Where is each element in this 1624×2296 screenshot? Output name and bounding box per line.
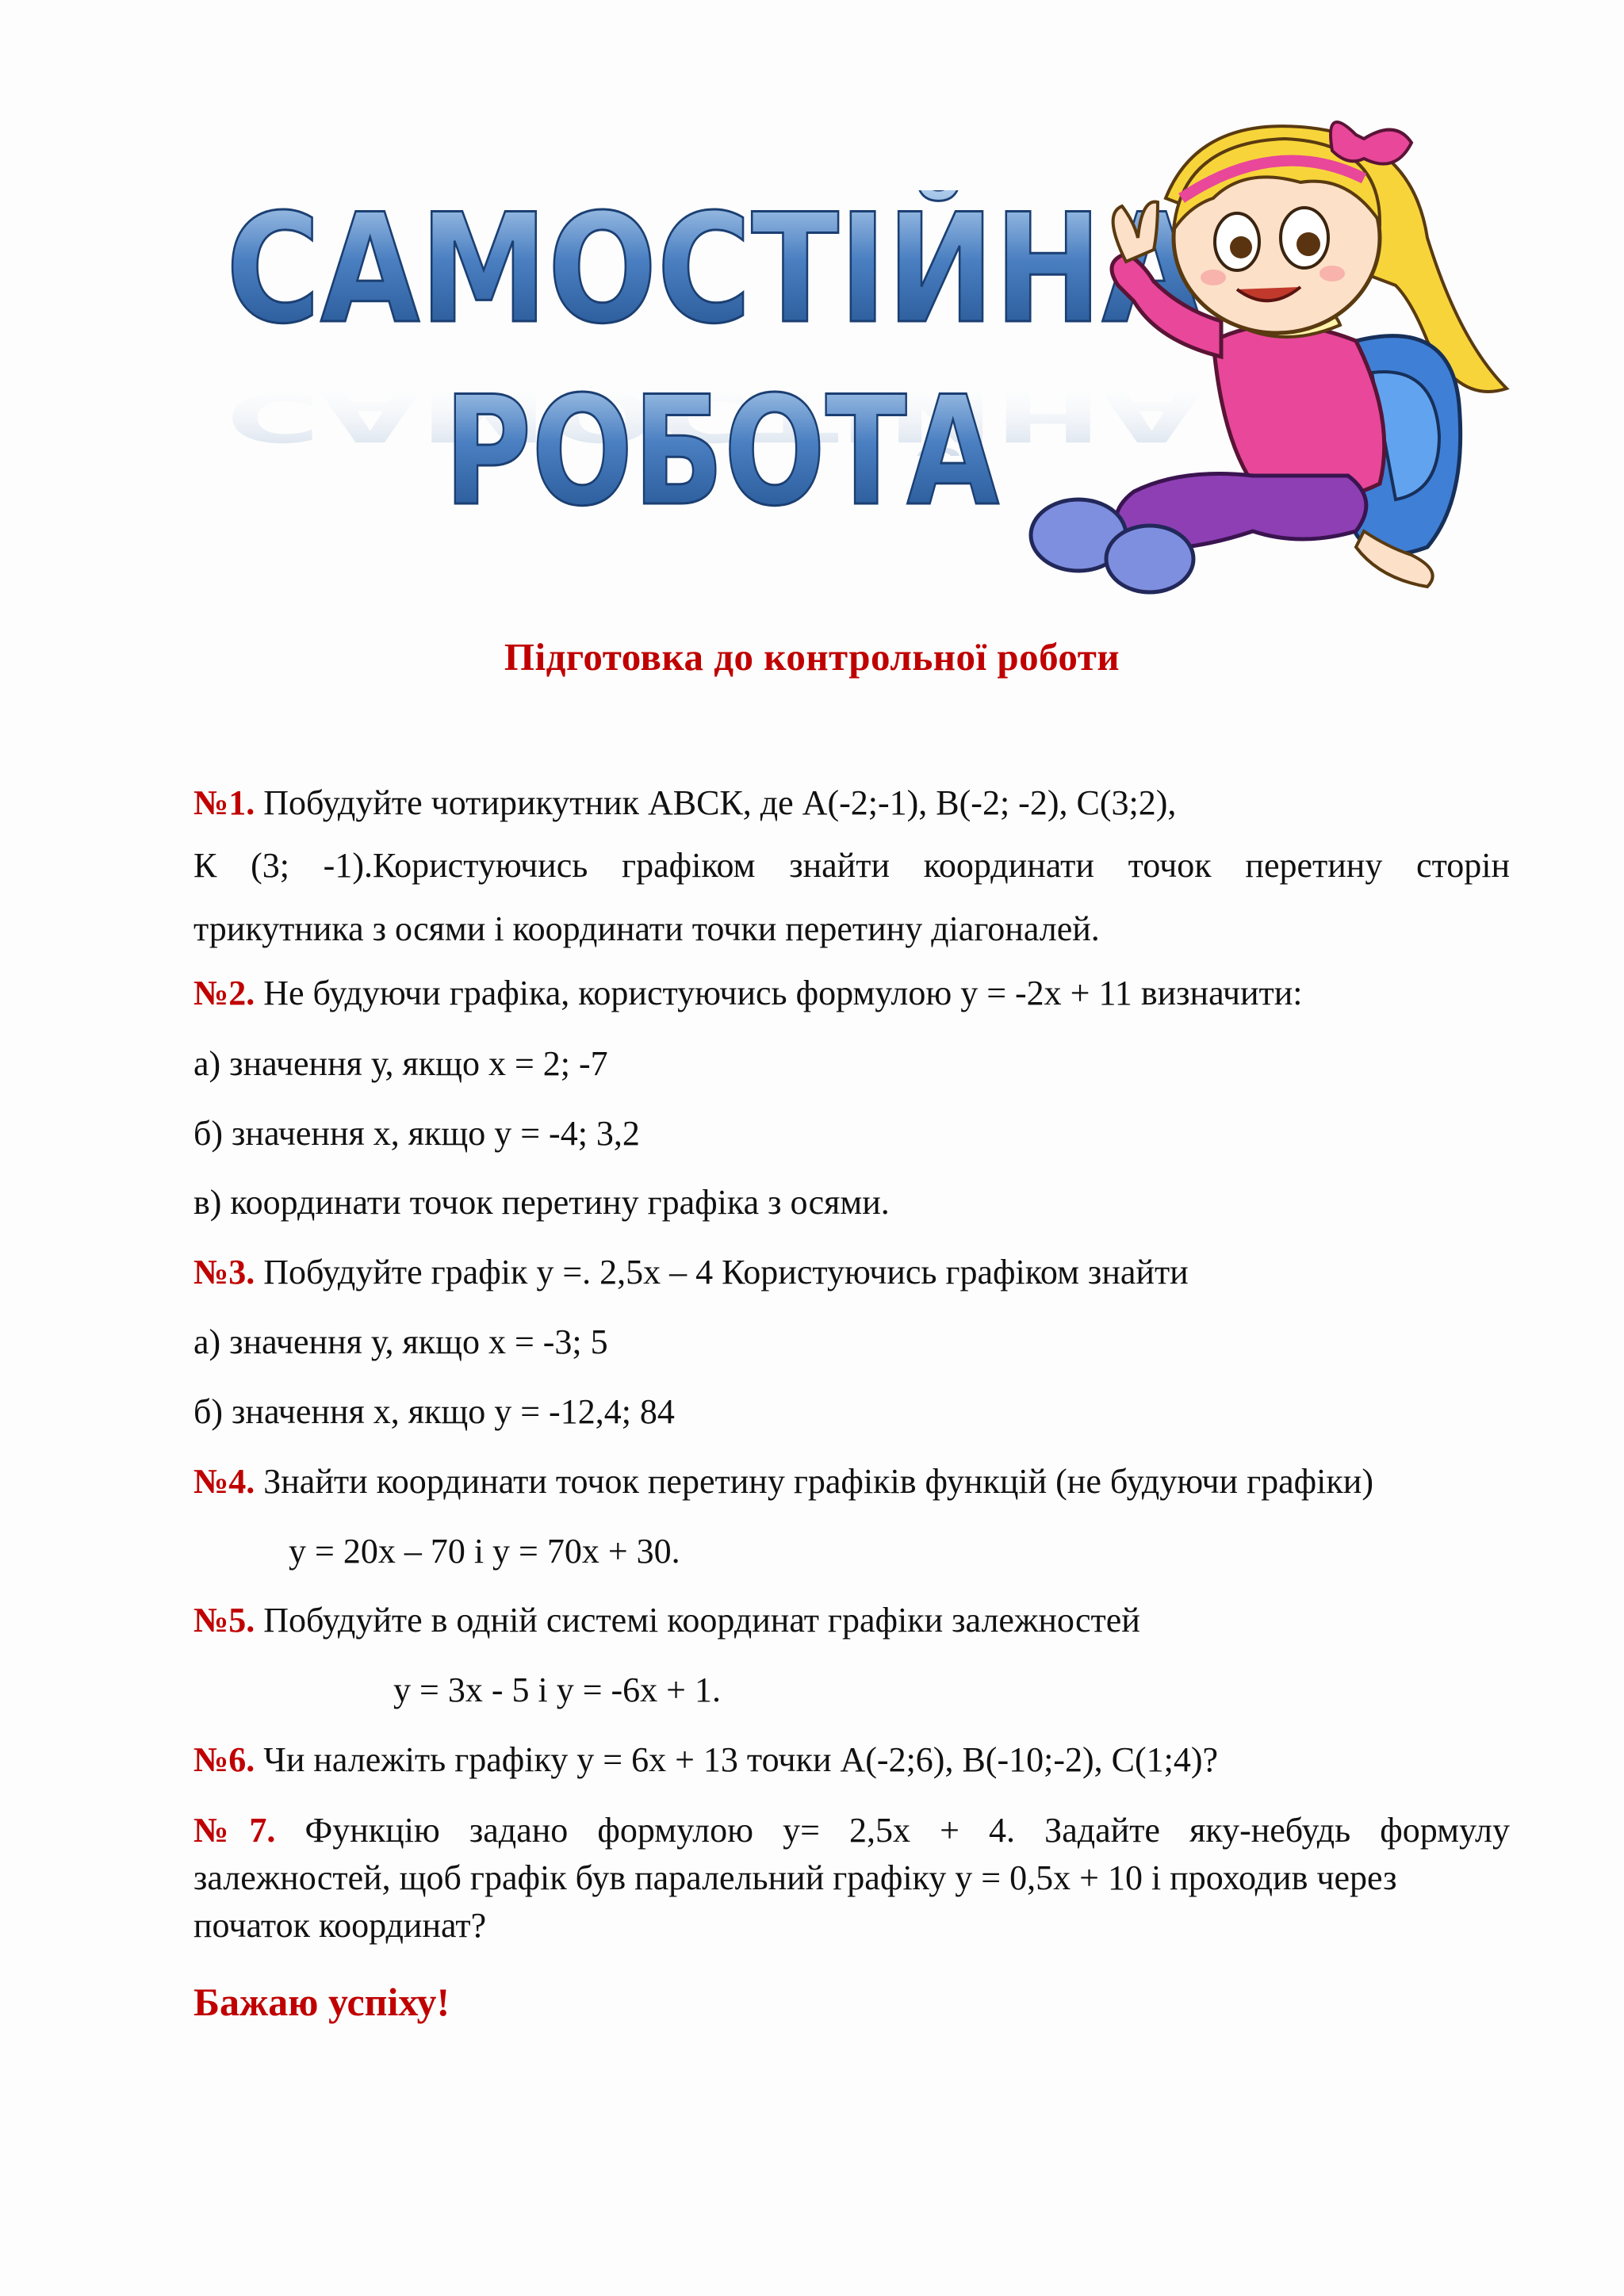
task-text: Не будуючи графіка, користуючись формулою у = -2х + 11 визначити: bbox=[255, 974, 1303, 1012]
task-number: №2. bbox=[193, 974, 255, 1012]
task-2-line-1 bbox=[193, 976, 1303, 1011]
task-text: Функцію задано формулою у= 2,5х + 4. Задайте яку-небудь формулу bbox=[275, 1811, 1511, 1850]
task-4-line-2: у = 20х – 70 і у = 70х + 30. bbox=[289, 1532, 680, 1571]
task-number: №4. bbox=[193, 1462, 255, 1501]
task-4-line-1 bbox=[193, 1464, 1373, 1499]
closing-wish: Бажаю успіху! bbox=[193, 1980, 450, 2024]
task-5-line-1 bbox=[193, 1603, 1140, 1638]
task-text: Побудуйте графік у =. 2,5х – 4 Користуючись графіком знайти bbox=[255, 1253, 1189, 1292]
title-line1: САМОСТІЙ bbox=[226, 190, 1127, 357]
task-3-line-1 bbox=[193, 1255, 1189, 1290]
task-1-line-1 bbox=[193, 783, 1177, 822]
task-text: Знайти координати точок перетину графіків функцій (не будуючи графіки) bbox=[255, 1462, 1373, 1501]
task-number: №3. bbox=[193, 1253, 255, 1292]
title-line1-reflection: САМОСТІЙНА bbox=[226, 377, 1201, 457]
task-2-line-2: а) значення у, якщо х = 2; -7 bbox=[193, 1044, 608, 1083]
task-number: №1. bbox=[193, 783, 255, 822]
task-text: Побудуйте чотирикутник АВСК, де А(-2;-1), В(-2; -2), С(3;2), bbox=[255, 783, 1177, 822]
task-3-line-3: б) значення х, якщо у = -12,4; 84 bbox=[193, 1392, 675, 1431]
task-text: Чи належіть графіку у = 6х + 13 точки А(-2;6), В(-10;-2), С(1;4)? bbox=[255, 1740, 1219, 1779]
task-text: Побудуйте в одній системі координат графіки залежностей bbox=[255, 1601, 1140, 1640]
task-1-line-3: трикутника з осями і координати точки перетину діагоналей. bbox=[193, 909, 1100, 948]
title-line2: РОБОТА bbox=[444, 364, 999, 539]
task-number: №5. bbox=[193, 1601, 255, 1640]
task-number: №7. bbox=[193, 1811, 276, 1850]
task-7-line-2: залежностей, щоб графік був паралельний графіку у = 0,5х + 10 і проходив через bbox=[193, 1858, 1397, 1897]
cartoon-girl-illustration bbox=[983, 103, 1538, 610]
task-7-line-3: початок координат? bbox=[193, 1906, 487, 1945]
task-2-line-4: в) координати точок перетину графіка з осями. bbox=[193, 1183, 890, 1222]
task-3-line-2: а) значення у, якщо х = -3; 5 bbox=[193, 1322, 608, 1361]
task-number: №6. bbox=[193, 1740, 255, 1779]
task-6-line-1 bbox=[193, 1740, 1219, 1779]
subtitle: Підготовка до контрольної роботи bbox=[504, 635, 1120, 679]
task-1-line-2: К (3; -1).Користуючись графіком знайти координати точок перетину сторін bbox=[193, 846, 1510, 885]
task-7-line-1 bbox=[193, 1813, 1510, 1848]
task-2-line-3: б) значення х, якщо у = -4; 3,2 bbox=[193, 1114, 640, 1153]
task-5-line-2: у = 3х - 5 і у = -6х + 1. bbox=[393, 1670, 721, 1709]
